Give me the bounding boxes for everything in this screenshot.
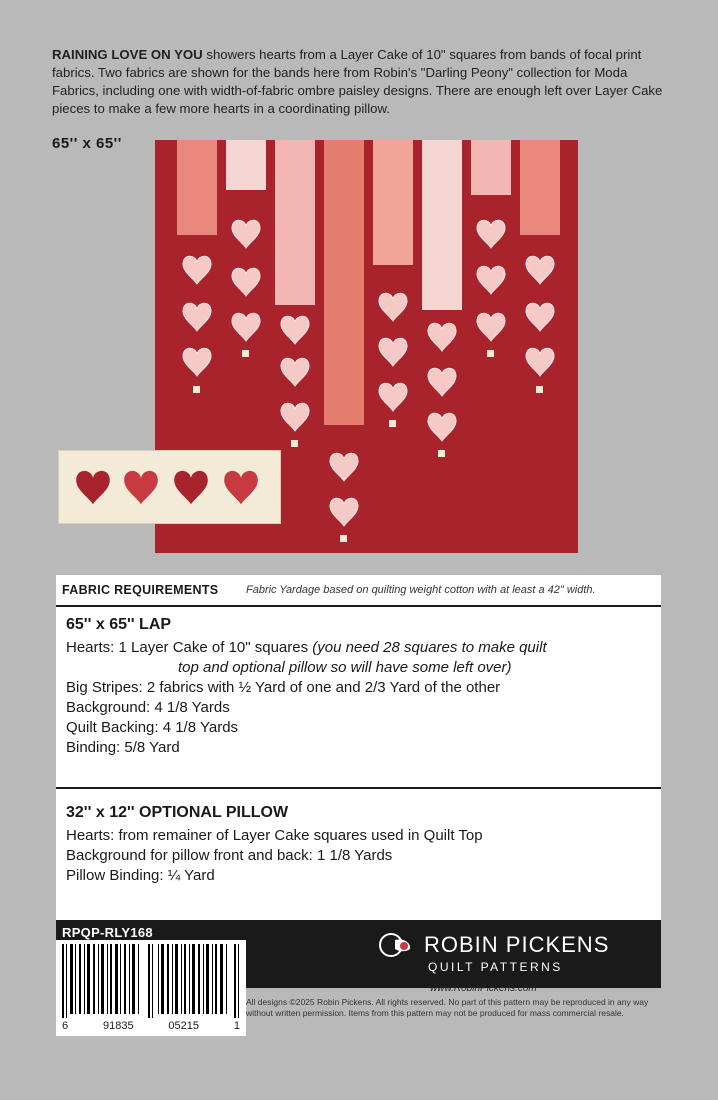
lap-background: Background: 4 1/8 Yards bbox=[66, 699, 230, 716]
pillow-background: Background for pillow front and back: 1 1/8 Yards bbox=[66, 847, 393, 864]
robin-bird-icon bbox=[378, 932, 418, 958]
pillow-title: 32'' x 12'' OPTIONAL PILLOW bbox=[66, 804, 289, 821]
lap-title: 65'' x 65'' LAP bbox=[66, 616, 172, 633]
fabric-requirements-title: FABRIC REQUIREMENTS bbox=[62, 583, 219, 597]
copyright-notice: All designs ©2025 Robin Pickens. All rights reserved. No part of this pattern may be reproduced in any way without written permission. Items from this pattern may not be produced for mass commercial resale. bbox=[246, 997, 649, 1018]
lap-hearts-note-1: (you need 28 squares to make quilt bbox=[312, 639, 547, 656]
barcode-digit: 6 bbox=[62, 1020, 69, 1032]
fabric-requirements-header bbox=[56, 575, 661, 607]
brand-subtitle: QUILT PATTERNS bbox=[428, 960, 563, 974]
barcode-digits bbox=[56, 1020, 246, 1032]
section-divider bbox=[56, 787, 661, 789]
fabric-requirements-note: Fabric Yardage based on quilting weight cotton with at least a 42" width. bbox=[246, 584, 596, 596]
barcode-digit: 1 bbox=[233, 1020, 240, 1032]
pillow-hearts: Hearts: from remainer of Layer Cake squares used in Quilt Top bbox=[66, 827, 483, 844]
lap-backing: Quilt Backing: 4 1/8 Yards bbox=[66, 719, 239, 736]
pillow-artwork bbox=[59, 451, 280, 523]
fabric-requirements-panel bbox=[56, 575, 661, 920]
lap-hearts-text: Hearts: 1 Layer Cake of 10" squares bbox=[66, 639, 309, 656]
intro-lead: RAINING LOVE ON YOU bbox=[52, 47, 203, 62]
barcode-bars bbox=[56, 940, 246, 1018]
lap-hearts bbox=[66, 638, 547, 658]
quilt-size-label: 65'' x 65'' bbox=[52, 135, 122, 152]
lap-binding: Binding: 5/8 Yard bbox=[66, 739, 180, 756]
brand-name: ROBIN PICKENS bbox=[424, 932, 610, 957]
barcode-digit: 05215 bbox=[168, 1020, 199, 1032]
lap-stripes: Big Stripes: 2 fabrics with ½ Yard of one and 2/3 Yard of the other bbox=[66, 679, 501, 696]
intro-paragraph bbox=[52, 46, 672, 118]
pillow-binding: Pillow Binding: ¼ Yard bbox=[66, 867, 215, 884]
website-link[interactable]: www.RobinPickens.com bbox=[430, 983, 537, 994]
brand-logo bbox=[378, 932, 610, 974]
lap-section bbox=[66, 615, 547, 758]
intro-text: showers hearts from a Layer Cake of 10" squares from bands of focal print fabrics. Two fabrics are shown for the bands here from Robin's "Darling Peony" collection for Moda Fabrics, including one with width-of-fabric ombre paisley designs. There are enough left over Layer Cake pieces to make a few more hearts in a coordinating pillow. bbox=[52, 47, 663, 116]
pillow-image bbox=[58, 450, 281, 524]
lap-hearts-note-2: top and optional pillow so will have some left over) bbox=[178, 659, 512, 676]
barcode-digit: 91835 bbox=[102, 1020, 134, 1032]
pillow-section bbox=[66, 803, 483, 886]
sku-label: RPQP-RLY168 bbox=[62, 925, 153, 940]
barcode bbox=[56, 940, 246, 1036]
